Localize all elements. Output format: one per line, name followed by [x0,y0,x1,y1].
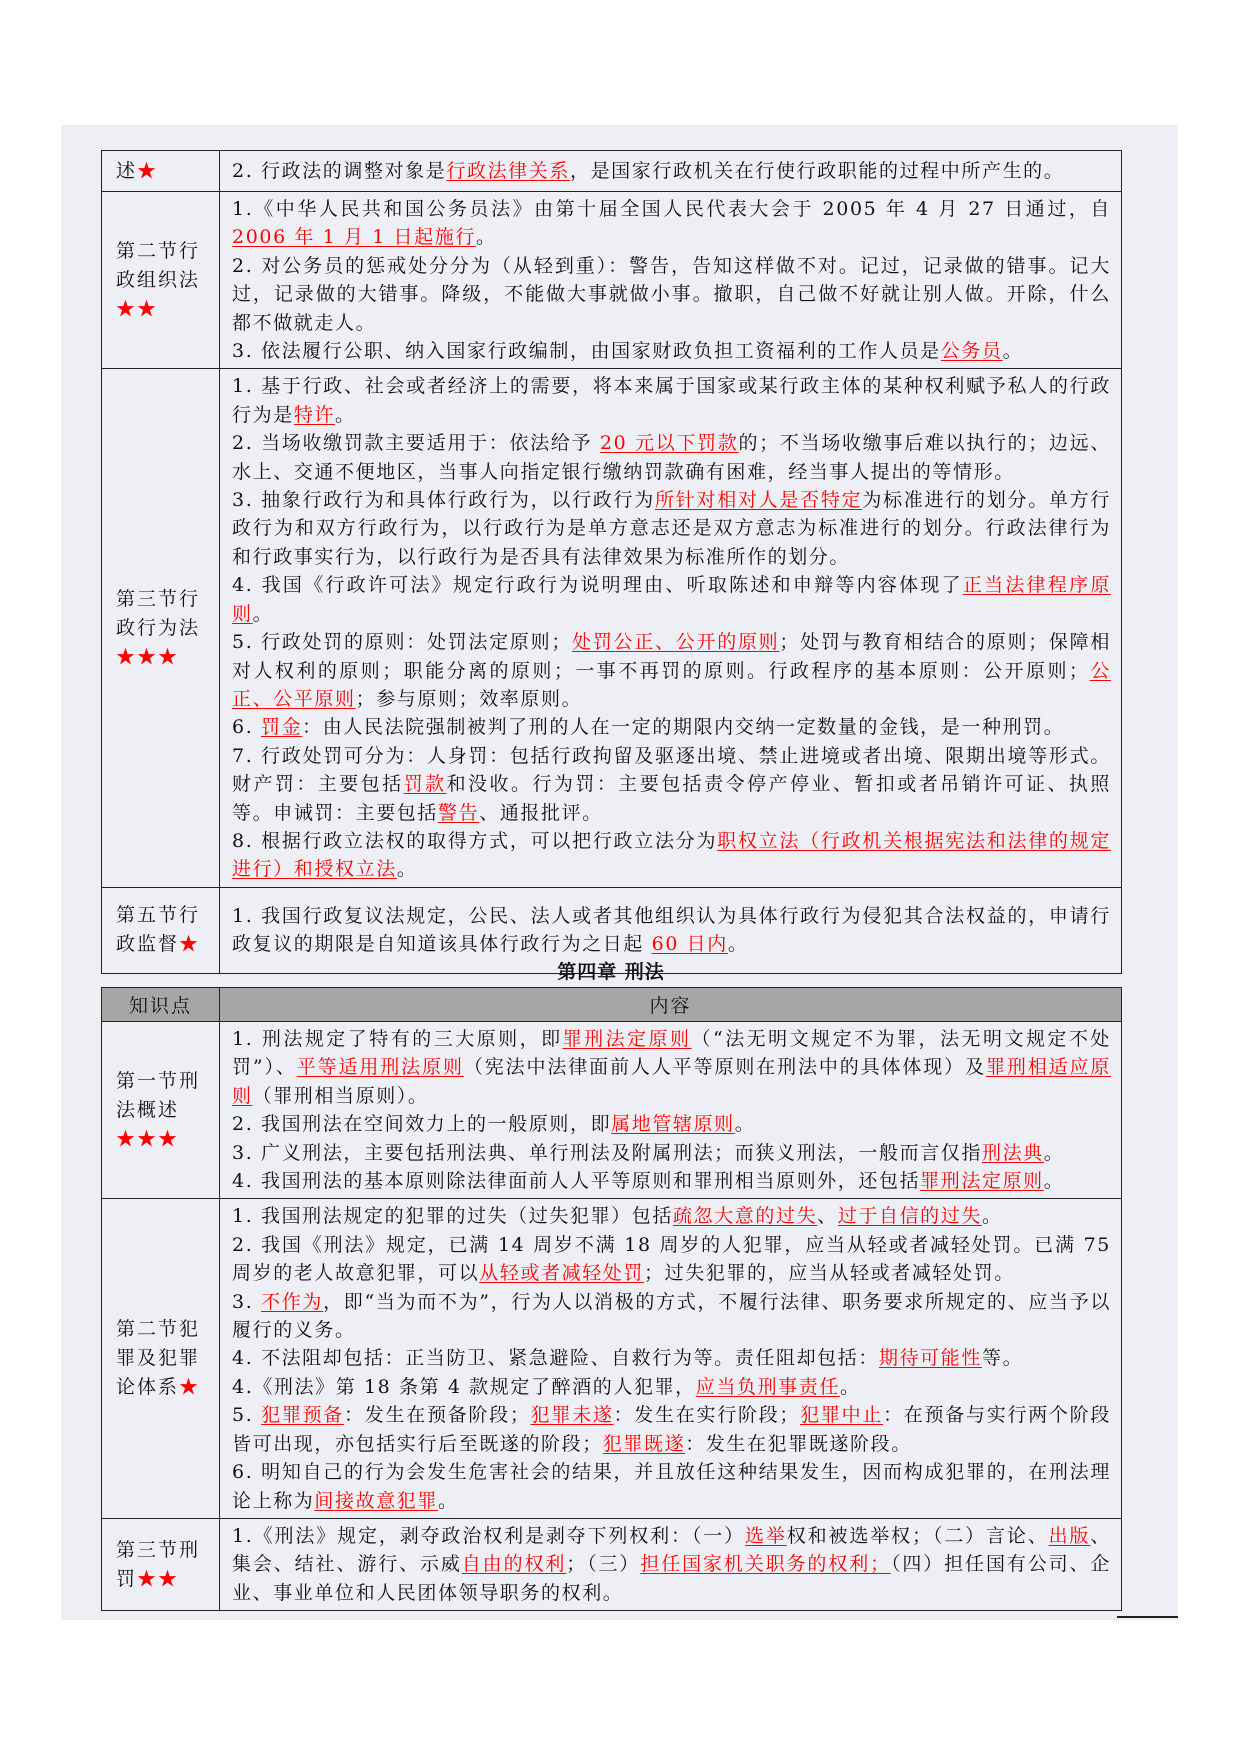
paragraph-text: ，即“当为而不为”，行为人以消极的方式，不履行法律、职务要求所规定的、应当予以履行的义务。 [232,1290,1111,1342]
paragraph-text: 4.《刑法》第 18 条第 4 款规定了醉酒的人犯罪， [232,1375,696,1398]
section-label-cell [102,192,220,369]
paragraph-text: （四）担任国有公司、企业、事业单位和人民团体领导职务的权利。 [232,1553,1111,1604]
paragraph-text: 2. 行政法的调整对象是 [232,159,447,182]
section-label-cell [102,1022,220,1199]
key-point-highlight: 期待可能性 [878,1347,982,1370]
paragraph-text: 3. 抽象行政行为和具体行政行为，以行政行为 [232,489,656,512]
importance-stars-icon: ★ [179,1376,201,1399]
paragraph-text: 。 [475,226,497,249]
section-label-cell [102,1199,220,1518]
paragraph-text: 1. 我国刑法规定的犯罪的过失（过失犯罪）包括 [232,1205,673,1228]
chapter-title: 第四章 刑法 [557,961,665,983]
section-label-cell [102,369,220,887]
section-label: 第三节刑罚 [116,1538,201,1590]
key-point-highlight: 60 日内 [651,933,728,956]
content-paragraph [232,902,1111,959]
criminal-law-table [101,987,1122,1611]
content-paragraph [232,1288,1111,1345]
paragraph-text: 。 [734,1113,756,1136]
paragraph-text: ：发生在预备阶段； [344,1404,531,1427]
key-point-highlight: 职权立法（行政机关根据宪法和法律的规定进行）和授权立法 [232,829,1112,881]
content-paragraph [232,195,1111,252]
importance-stars-icon: ★ [137,159,159,182]
key-point-highlight: 犯罪中止 [800,1404,884,1427]
paragraph-text: 4. 我国《行政许可法》规定行政行为说明理由、听取陈述和申辩等内容体现了 [232,574,963,597]
table-row [102,1199,1122,1518]
key-point-highlight: 刑法典 [981,1141,1044,1164]
content-paragraph [232,157,1111,185]
header-knowledge-point: 知识点 [102,988,220,1022]
paragraph-text: （罪刑相当原则）。 [252,1084,429,1107]
paragraph-text: 1.《刑法》规定，剥夺政治权利是剥夺下列权利：（一） [232,1524,746,1547]
paragraph-text: 3. 广义刑法，主要包括刑法典、单行刑法及附属刑法；而狭义刑法，一般而言仅指 [232,1141,982,1164]
content-paragraph [232,1344,1111,1372]
paragraph-text: ：发生在实行阶段； [613,1404,801,1427]
paragraph-text: 等。 [982,1347,1024,1370]
paragraph-text: 6. 明知自己的行为会发生危害社会的结果，并且放任这种结果发生，因而构成犯罪的，在刑法理论上称为 [232,1461,1111,1512]
content-paragraph [232,252,1111,337]
paragraph-text: 8. 根据行政立法权的取得方式，可以把行政立法分为 [232,829,718,852]
paragraph-text: 。 [1002,340,1024,363]
paragraph-text: 。 [1043,1141,1065,1164]
table-row [102,192,1122,369]
importance-stars-icon: ★ [179,933,201,956]
key-point-highlight: 正当法律程序原则 [232,574,1111,625]
paragraph-text: 、 [817,1205,838,1228]
paragraph-text: 的；不当场收缴事后难以执行的；边远、水上、交通不便地区，当事人向指定银行缴纳罚款确有困难，经当事人提出的等情形。 [232,432,1111,483]
paragraph-text: 1. 基于行政、社会或者经济上的需要，将本来属于国家或某行政主体的某种权利赋予私人的行政行为是 [232,375,1111,426]
paragraph-text: 4. 不法阻却包括：正当防卫、紧急避险、自救行为等。责任阻却包括： [232,1347,879,1370]
key-point-highlight: 不作为 [261,1290,324,1313]
section-label: 第三节行政行为法 [116,587,201,639]
content-paragraph [232,337,1111,365]
paragraph-text: 7. 行政处罚可分为：人身罚：包括行政拘留及驱逐出境、禁止进境或者出境、限期出境等形式。财产罚：主要包括 [232,744,1111,796]
key-point-highlight: 犯罪未遂 [530,1404,614,1427]
key-point-highlight: 出版 [1048,1524,1091,1547]
key-point-highlight: 过于自信的过失 [837,1205,982,1228]
content-paragraph [232,713,1111,741]
paragraph-text: ；（三） [566,1553,641,1576]
content-paragraph [232,628,1111,713]
content-cell [220,1518,1122,1610]
content-cell [220,369,1122,887]
paragraph-text: 6. [232,716,261,739]
content-paragraph [232,1139,1111,1167]
section-label: 第一节刑法概述 [116,1069,201,1121]
paragraph-text: 5. [232,1404,262,1427]
content-paragraph [232,1231,1111,1288]
paragraph-text: ，是国家行政机关在行使行政职能的过程中所产生的。 [569,159,1065,182]
paragraph-text: 、通报批评。 [479,801,603,824]
importance-stars-icon: ★★ [137,1567,180,1590]
key-point-highlight: 自由的权利 [461,1553,567,1576]
key-point-highlight: 属地管辖原则 [611,1113,735,1136]
paragraph-text: ：发生在犯罪既遂阶段。 [685,1432,912,1455]
key-point-highlight: 罪刑法定原则 [562,1028,692,1050]
paragraph-text: 2. 我国《刑法》规定，已满 14 周岁不满 18 周岁的人犯罪，应当从轻或者减轻处罚。已满 75 周岁的老人故意犯罪，可以 [232,1233,1111,1285]
key-point-highlight: 担任国家机关职务的权利； [640,1553,891,1576]
paragraph-text: ；参与原则；效率原则。 [355,687,583,710]
paragraph-text: 2. 我国刑法在空间效力上的一般原则，即 [232,1113,612,1136]
key-point-highlight: 2006 年 1 月 1 日起施行 [232,226,476,249]
content-paragraph [232,1110,1111,1138]
paragraph-text: ：由人民法院强制被判了刑的人在一定的期限内交纳一定数量的金钱，是一种刑罚。 [302,716,1065,739]
paragraph-text: 。 [396,858,418,881]
header-content: 内容 [220,988,1122,1022]
content-paragraph [232,1522,1111,1607]
paragraph-text: 和没收。行为罚：主要包括责令停产停业、暂扣或者吊销许可证、执照等。申诫罚：主要包括 [232,773,1111,824]
table-header-row [102,988,1122,1022]
table-row [102,1022,1122,1199]
paragraph-text: 4. 我国刑法的基本原则除法律面前人人平等原则和罪刑相当原则外，还包括 [232,1170,921,1193]
paragraph-text: 3. [232,1290,262,1313]
paragraph-text: 。 [438,1489,459,1512]
paragraph-text: 5. 行政处罚的原则：处罚法定原则； [232,631,572,654]
section-label-cell [102,1518,220,1610]
content-paragraph [232,429,1111,486]
paragraph-text: 为标准进行的划分。单方行政行为和双方行政行为，以行政行为是单方意志还是双方意志为标准进行的划分。行政法律行为和行政事实行为，以行政行为是否具有法律效果为标准所作的划分。 [232,489,1111,568]
key-point-highlight: 所针对相对人是否特定 [655,489,863,512]
content-cell [220,151,1122,192]
key-point-highlight: 行政法律关系 [446,159,570,182]
paragraph-text: 。 [981,1205,1003,1228]
paragraph-text: 1. 刑法规定了特有的三大原则，即 [232,1028,563,1050]
key-point-highlight: 警告 [438,801,480,824]
paragraph-text: 、集会、结社、游行、示威 [232,1524,1111,1576]
paragraph-text: 1. 我国行政复议法规定，公民、法人或者其他组织认为具体行政行为侵犯其合法权益的，申请行政复议的期限是自知道该具体行政行为之日起 [232,904,1111,956]
key-point-highlight: 间接故意犯罪 [314,1489,439,1512]
content-paragraph [232,1458,1111,1515]
paragraph-text: ：在预备与实行两个阶段皆可出现，亦包括实行后至既遂的阶段； [232,1404,1111,1455]
paragraph-text: 权和被选举权；（二）言论、 [786,1524,1049,1547]
content-paragraph [232,571,1111,628]
content-cell [220,192,1122,369]
key-point-highlight: 从轻或者减轻处罚 [479,1262,645,1285]
paragraph-text: 3. 依法履行公职、纳入国家行政编制，由国家财政负担工资福利的工作人员是 [232,340,941,363]
key-point-highlight: 公务员 [940,340,1003,363]
section-label-cell [102,151,220,192]
footer-rule [1117,1616,1178,1618]
paragraph-text: 。 [335,403,356,426]
paragraph-text: 1.《中华人民共和国公务员法》由第十届全国人民代表大会于 2005 年 4 月 27 日通过，自 [232,198,1111,220]
content-paragraph [232,1025,1111,1110]
paragraph-text: 2. 对公务员的惩戒处分分为（从轻到重）：警告，告知这样做不对。记过，记录做的错事。记大过，记录做的大错事。降级，不能做大事就做小事。撤职，自己做不好就让别人做。开除，什么都不做就走人。 [232,254,1111,334]
key-point-highlight: 罪刑相适应原则 [232,1056,1111,1107]
paragraph-text: 。 [727,933,749,956]
paragraph-text: （“法无明文规定不为罪，法无明文规定不处罚”）、 [232,1028,1111,1079]
content-paragraph [232,1401,1111,1458]
key-point-highlight: 应当负刑事责任 [695,1375,840,1398]
key-point-highlight: 特许 [293,403,336,426]
paragraph-text: 。 [252,602,274,625]
key-point-highlight: 平等适用刑法原则 [296,1056,464,1079]
paragraph-text: 。 [839,1375,861,1398]
section-label: 第五节行政监督 [116,904,201,956]
administrative-law-table [101,150,1122,974]
key-point-highlight: 犯罪预备 [261,1404,345,1427]
key-point-highlight: 20 元以下罚款 [599,432,739,455]
paragraph-text: 2. 当场收缴罚款主要适用于：依法给予 [232,432,600,455]
key-point-highlight: 罚金 [260,716,303,739]
importance-stars-icon: ★★★ [116,645,180,668]
content-paragraph [232,742,1111,827]
section-label: 述 [116,159,138,182]
table-row [102,1518,1122,1610]
content-paragraph [232,1167,1111,1195]
key-point-highlight: 疏忽大意的过失 [672,1205,818,1228]
paragraph-text: ；过失犯罪的，应当从轻或者减轻处罚。 [644,1262,1015,1285]
content-paragraph [232,372,1111,429]
content-paragraph [232,1373,1111,1401]
content-paragraph [232,827,1111,884]
content-paragraph [232,1202,1111,1230]
table-row [102,151,1122,192]
section-label: 第二节犯罪及犯罪论体系 [116,1318,201,1399]
importance-stars-icon: ★★★ [116,1127,180,1150]
content-cell [220,1022,1122,1199]
paragraph-text: ；处罚与教育相结合的原则；保障相对人权利的原则；职能分离的原则；一事不再罚的原则。行政程序的基本原则：公开原则； [232,631,1111,682]
key-point-highlight: 犯罪既遂 [602,1432,686,1455]
key-point-highlight: 罚款 [403,773,447,796]
paragraph-text: 。 [1043,1170,1065,1193]
paragraph-text: （宪法中法律面前人人平等原则在刑法中的具体体现）及 [463,1056,986,1079]
key-point-highlight: 罪刑法定原则 [920,1170,1044,1193]
importance-stars-icon: ★★ [116,297,159,320]
content-paragraph [232,486,1111,571]
key-point-highlight: 选举 [745,1524,787,1547]
section-label: 第二节行政组织法 [116,239,201,291]
content-cell [220,1199,1122,1518]
key-point-highlight: 处罚公正、公开的原则 [571,631,780,654]
key-point-highlight: 公正、公平原则 [232,659,1111,710]
table-row [102,369,1122,887]
